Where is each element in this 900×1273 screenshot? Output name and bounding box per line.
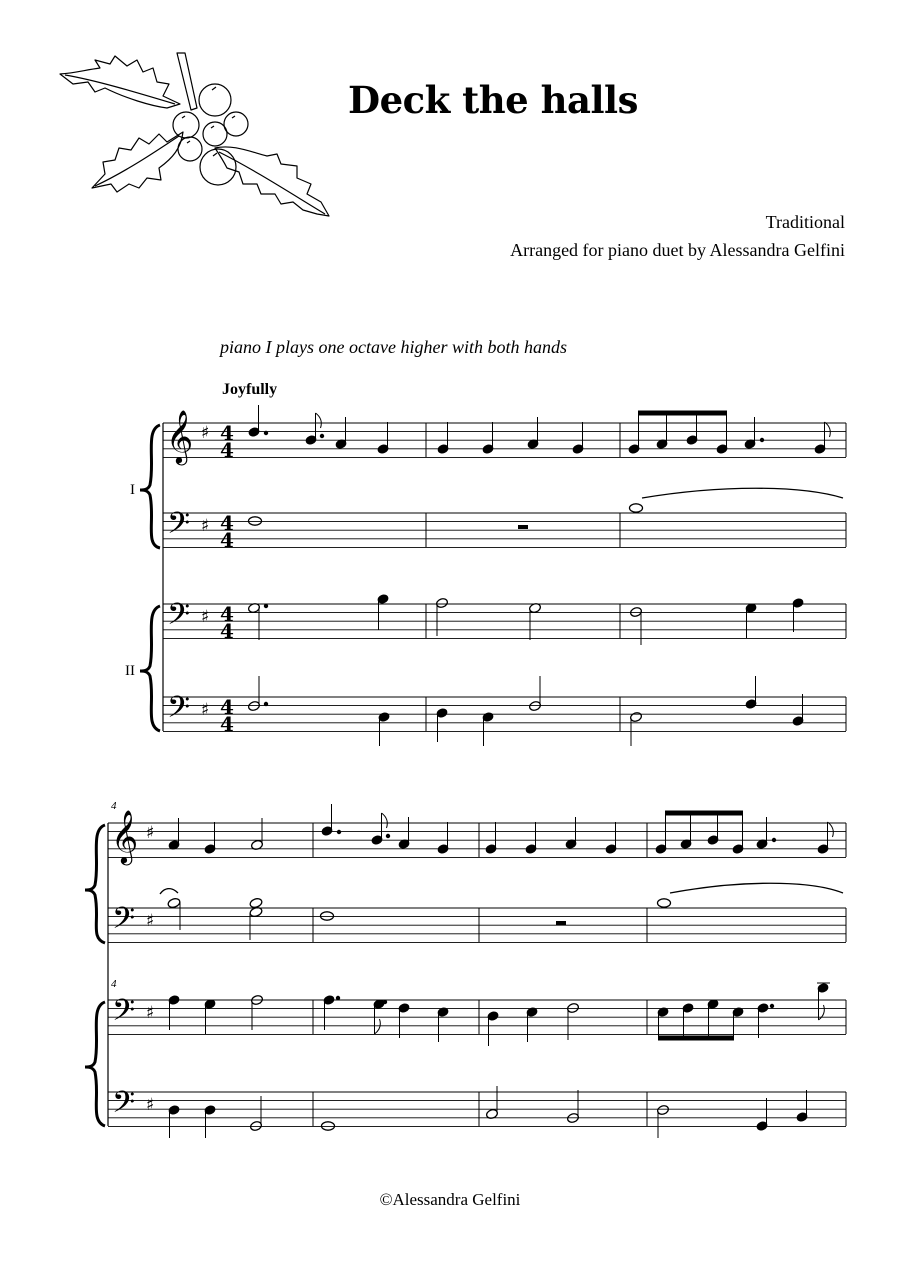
svg-text:4: 4	[220, 602, 234, 626]
sharp-icon: ♯	[146, 823, 155, 843]
sharp-icon: ♯	[201, 516, 210, 536]
performance-instruction: piano I plays one octave higher with both hands	[220, 337, 567, 357]
bass-clef-icon: 𝄢	[167, 691, 191, 732]
copyright-notice: ©Alessandra Gelfini	[379, 1190, 521, 1209]
svg-text:4: 4	[220, 511, 234, 535]
sharp-icon: ♯	[146, 1095, 155, 1115]
tempo-marking: Joyfully	[222, 381, 278, 398]
brace-icon	[85, 825, 105, 943]
bass-clef-icon: 𝄢	[112, 1086, 136, 1127]
composer-credit: Traditional	[765, 212, 845, 232]
sharp-icon: ♯	[146, 911, 155, 931]
bass-clef-icon: 𝄢	[112, 902, 136, 943]
svg-text:4: 4	[220, 438, 234, 462]
system-1	[125, 405, 846, 746]
piano-label-i: I	[130, 482, 135, 498]
brace-icon	[85, 1002, 105, 1126]
svg-text:4: 4	[220, 695, 234, 719]
brace-icon	[140, 606, 160, 731]
brace-icon	[140, 425, 160, 548]
bass-clef-icon: 𝄢	[112, 994, 136, 1035]
system-2	[85, 800, 846, 1138]
measure-number: 4	[111, 800, 117, 812]
svg-text:4: 4	[220, 712, 234, 736]
svg-text:4: 4	[220, 421, 234, 445]
piano-label-ii: II	[125, 663, 135, 679]
treble-clef-icon: 𝄞	[166, 409, 194, 463]
svg-text:4: 4	[220, 528, 234, 552]
bass-clef-icon: 𝄢	[167, 598, 191, 639]
sharp-icon: ♯	[201, 607, 210, 627]
measure-number: 4	[111, 978, 117, 990]
sharp-icon: ♯	[201, 423, 210, 443]
sharp-icon: ♯	[146, 1003, 155, 1023]
svg-text:4: 4	[220, 619, 234, 643]
bass-clef-icon: 𝄢	[167, 507, 191, 548]
piece-title: Deck the halls	[348, 78, 638, 122]
arranger-credit: Arranged for piano duet by Alessandra Gelfini	[510, 240, 845, 260]
sharp-icon: ♯	[201, 700, 210, 720]
treble-clef-icon: 𝄞	[111, 809, 139, 863]
